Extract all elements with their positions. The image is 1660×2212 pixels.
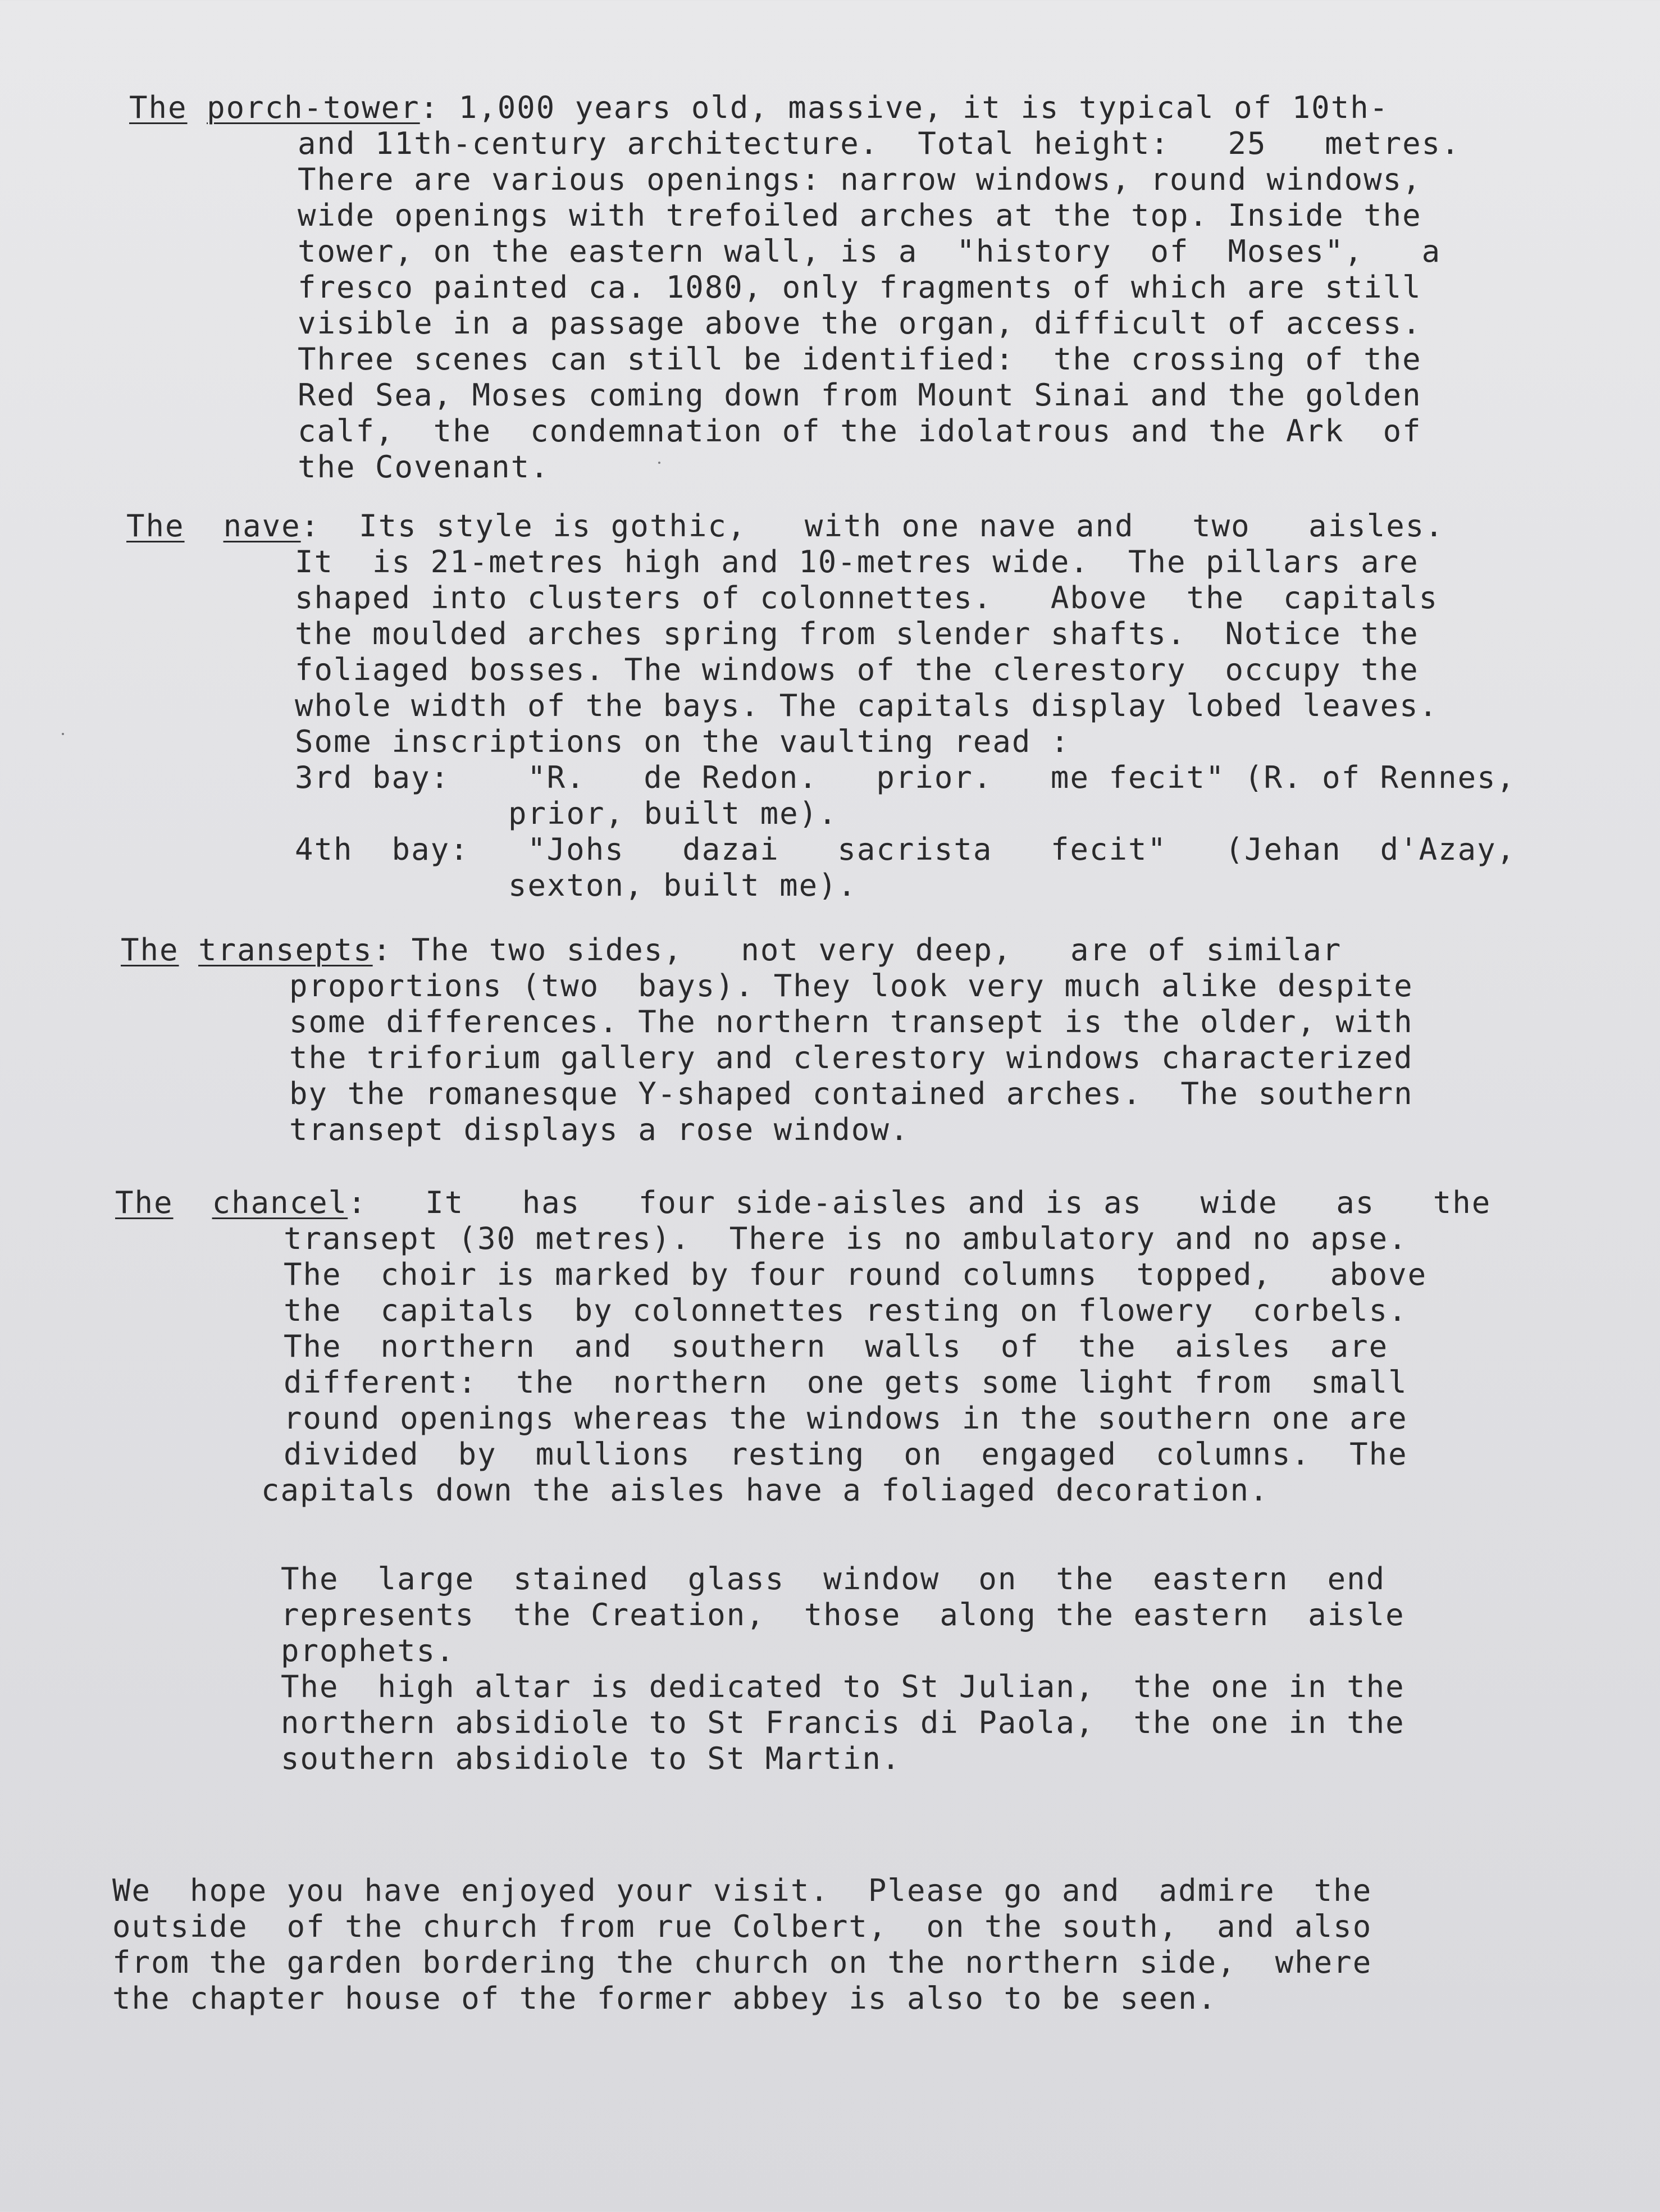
windows-altars-section	[281, 1561, 1660, 1777]
paragraph-line: visible in a passage above the organ, difficult of access.	[298, 305, 1422, 341]
paragraph-line: calf, the condemnation of the idolatrous and the Ark of	[298, 413, 1422, 449]
transepts-heading-line	[121, 932, 1558, 968]
inscription-label: 4th bay:	[295, 832, 469, 867]
transepts-intro-text: : The two sides, not very deep, are of similar	[372, 932, 1342, 968]
paragraph-line: The northern and southern walls of the aisles are	[284, 1329, 1389, 1364]
nave-section	[126, 508, 1564, 904]
paragraph-line: round openings whereas the windows in the southern one are	[284, 1401, 1408, 1436]
paper-speck	[62, 733, 64, 735]
transepts-heading-the: The	[121, 932, 179, 968]
inscription-line	[126, 832, 1564, 868]
paragraph-line: the triforium gallery and clerestory windows characterized	[289, 1040, 1413, 1075]
paragraph-line: capitals down the aisles have a foliaged decoration.	[261, 1472, 1269, 1508]
paragraph-line: The large stained glass window on the eastern end	[281, 1561, 1386, 1597]
inscription-text: "Johs dazai sacrista fecit" (Jehan d'Azay,	[527, 832, 1516, 867]
transepts-heading: transepts	[198, 932, 373, 968]
paragraph-line: Three scenes can still be identified: the crossing of the	[298, 341, 1422, 377]
paragraph-line: southern absidiole to St Martin.	[281, 1741, 901, 1776]
paragraph-line: fresco painted ca. 1080, only fragments of which are still	[298, 270, 1422, 305]
nave-intro-text: : Its style is gothic, with one nave and two aisles.	[300, 508, 1444, 544]
chancel-intro-text: : It has four side-aisles and is as wide as the	[348, 1185, 1492, 1220]
paragraph-line: foliaged bosses. The windows of the clerestory occupy the	[295, 652, 1419, 687]
paragraph-line: wide openings with trefoiled arches at the top. Inside the	[298, 198, 1422, 233]
inscription-line	[126, 760, 1564, 796]
paragraph-line: by the romanesque Y-shaped contained arches. The southern	[289, 1076, 1413, 1111]
chancel-heading-the: The	[115, 1185, 174, 1220]
chancel-heading: chancel	[212, 1185, 348, 1220]
paragraph-line: Some inscriptions on the vaulting read :	[295, 724, 1070, 759]
porch-tower-heading-the: The	[129, 90, 188, 125]
nave-heading-line	[126, 508, 1564, 544]
inscription-continuation: sexton, built me).	[508, 868, 858, 903]
porch-tower-heading: porch-tower	[207, 90, 420, 125]
paragraph-line: northern absidiole to St Francis di Paola, the one in the	[281, 1705, 1405, 1740]
porch-tower-intro-text: : 1,000 years old, massive, it is typical of 10th-	[419, 90, 1389, 125]
porch-tower-section	[129, 90, 1567, 485]
closing-section	[112, 1873, 1629, 2017]
nave-heading-the: The	[126, 508, 185, 544]
paper-speck	[658, 462, 660, 464]
paragraph-line: Red Sea, Moses coming down from Mount Sinai and the golden	[298, 377, 1422, 413]
paragraph-line: shaped into clusters of colonnettes. Above the capitals	[295, 580, 1439, 615]
paragraph-line: transept displays a rose window.	[289, 1112, 910, 1147]
inscription-label: 3rd bay:	[295, 760, 450, 795]
paragraph-line: whole width of the bays. The capitals display lobed leaves.	[295, 688, 1439, 723]
inscription-text: "R. de Redon. prior. me fecit" (R. of Rennes,	[527, 760, 1516, 795]
paragraph-line: There are various openings: narrow windows, round windows,	[298, 162, 1422, 197]
closing-line: We hope you have enjoyed your visit. Please go and admire the	[112, 1873, 1372, 1908]
paragraph-line: the moulded arches spring from slender shafts. Notice the	[295, 616, 1419, 651]
chancel-section	[115, 1185, 1553, 1508]
chancel-heading-line	[115, 1185, 1553, 1221]
paragraph-line: prophets.	[281, 1633, 455, 1668]
closing-line: outside of the church from rue Colbert, on the south, and also	[112, 1909, 1372, 1944]
paragraph-line: different: the northern one gets some light from small	[284, 1365, 1408, 1400]
paragraph-line: and 11th-century architecture. Total height: 25 metres.	[298, 126, 1461, 161]
paragraph-line: the capitals by colonnettes resting on flowery corbels.	[284, 1293, 1408, 1328]
nave-heading: nave	[223, 508, 301, 544]
inscription-continuation: prior, built me).	[508, 796, 838, 831]
paragraph-line: tower, on the eastern wall, is a "history of Moses", a	[298, 234, 1442, 269]
paragraph-line: divided by mullions resting on engaged columns. The	[284, 1436, 1408, 1472]
closing-line: the chapter house of the former abbey is also to be seen.	[112, 1981, 1217, 2016]
transepts-section	[121, 932, 1558, 1148]
paragraph-line: proportions (two bays). They look very much alike despite	[289, 968, 1413, 1004]
paragraph-line: some differences. The northern transept is the older, with	[289, 1004, 1413, 1039]
porch-tower-heading-line	[129, 90, 1567, 126]
paragraph-line: It is 21-metres high and 10-metres wide. The pillars are	[295, 544, 1419, 580]
paragraph-line: transept (30 metres). There is no ambulatory and no apse.	[284, 1221, 1408, 1256]
paragraph-line: the Covenant.	[298, 449, 550, 485]
closing-line: from the garden bordering the church on the northern side, where	[112, 1945, 1372, 1980]
paragraph-line: The choir is marked by four round columns topped, above	[284, 1257, 1428, 1292]
paragraph-line: The high altar is dedicated to St Julian, the one in the	[281, 1669, 1405, 1704]
paragraph-line: represents the Creation, those along the eastern aisle	[281, 1597, 1405, 1632]
